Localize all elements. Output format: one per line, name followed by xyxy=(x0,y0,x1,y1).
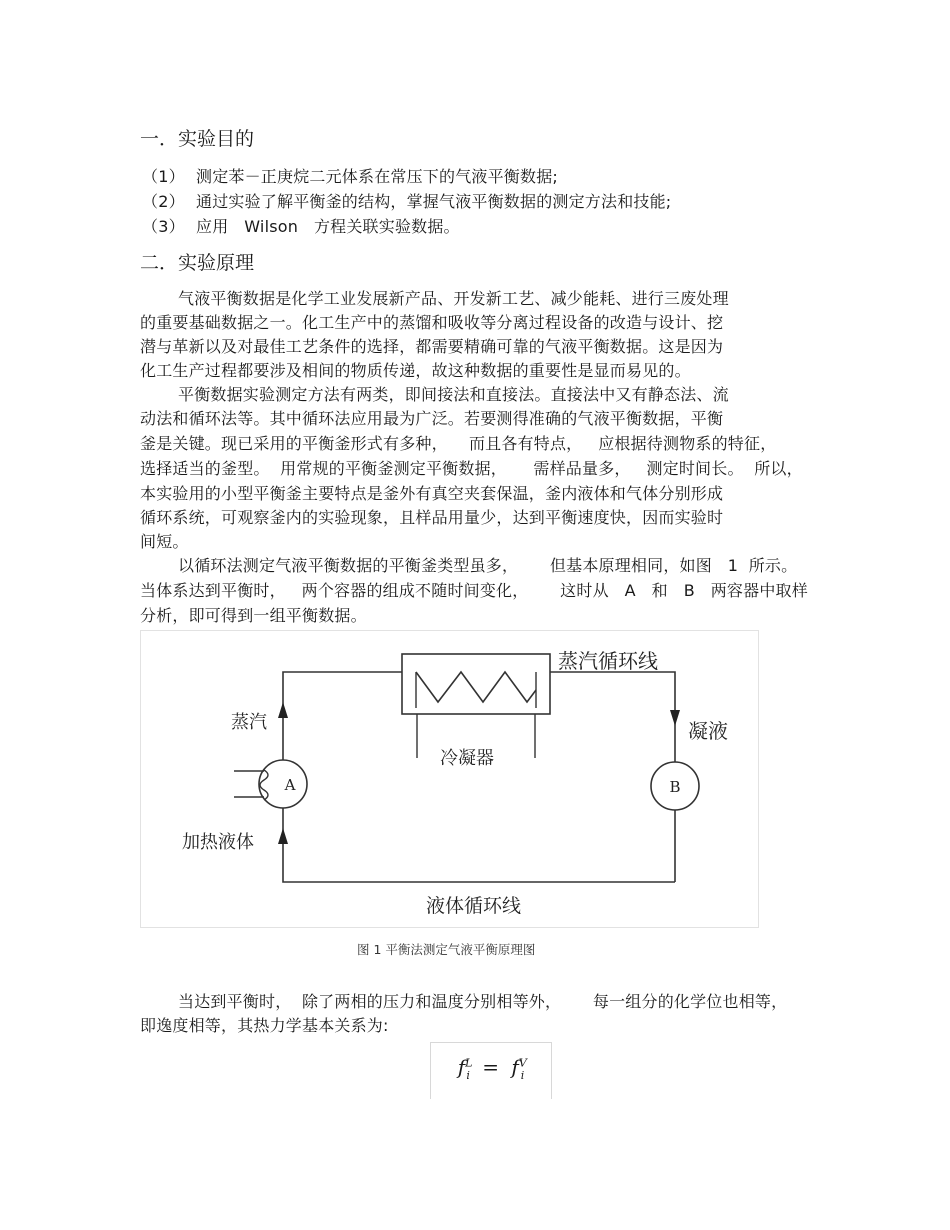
condensate-label: 凝液 xyxy=(688,719,728,743)
condenser-label: 冷凝器 xyxy=(440,748,494,769)
formula-rhs-sup: V xyxy=(518,1056,527,1070)
list-item-text: 应用 Wilson 方程关联实验数据。 xyxy=(196,217,460,236)
section-2-heading: 二．实验原理 xyxy=(140,252,255,274)
paragraph-line: 即逸度相等，其热力学基本关系为: xyxy=(140,1016,389,1035)
paragraph-line: 以循环法测定气液平衡数据的平衡釜类型虽多， 但基本原理相同，如图 1 所示。 xyxy=(178,556,798,575)
paragraph-line: 潜与革新以及对最佳工艺条件的选择，都需要精确可靠的气液平衡数据。这是因为 xyxy=(140,337,724,356)
paragraph-line: 的重要基础数据之一。化工生产中的蒸馏和吸收等分离过程设备的改造与设计、挖 xyxy=(140,313,724,332)
vapor-label: 蒸汽 xyxy=(231,712,267,733)
section-1-heading: 一．实验目的 xyxy=(140,128,255,150)
list-item-number: （3） xyxy=(142,217,185,236)
paragraph-line: 当体系达到平衡时， 两个容器的组成不随时间变化， 这时从 A 和 B 两容器中取样 xyxy=(140,581,808,600)
paragraph-line: 分析，即可得到一组平衡数据。 xyxy=(140,606,367,625)
paragraph-line: 气液平衡数据是化学工业发展新产品、开发新工艺、减少能耗、进行三废处理 xyxy=(178,289,729,308)
list-item-text: 测定苯－正庚烷二元体系在常压下的气液平衡数据; xyxy=(196,167,558,186)
list-item-number: （2） xyxy=(142,192,185,211)
paragraph-line: 选择适当的釜型。 用常规的平衡釜测定平衡数据， 需样品量多， 测定时间长。 所以， xyxy=(140,459,803,478)
paragraph-line: 平衡数据实验测定方法有两类，即间接法和直接法。直接法中又有静态法、流 xyxy=(178,385,729,404)
paragraph-line: 当达到平衡时， 除了两相的压力和温度分别相等外， 每一组分的化学位也相等， xyxy=(178,992,788,1011)
vapor-loop-label: 蒸汽循环线 xyxy=(558,649,658,673)
paragraph-line: 化工生产过程都要涉及相间的物质传递，故这种数据的重要性是显而易见的。 xyxy=(140,361,691,380)
paragraph-line: 釜是关键。现已采用的平衡釜形式有多种， 而且各有特点， 应根据待测物系的特征， xyxy=(140,434,777,453)
vessel-a-label: A xyxy=(284,776,296,794)
formula-rhs-sub: i xyxy=(520,1069,525,1082)
formula-lhs-sub: i xyxy=(466,1069,470,1082)
paragraph-line: 本实验用的小型平衡釜主要特点是釜外有真空夹套保温，釜内液体和气体分别形成 xyxy=(140,484,724,503)
fugacity-equation xyxy=(430,1042,552,1099)
formula-equals: = xyxy=(482,1055,500,1079)
formula-lhs-sup: L xyxy=(465,1056,473,1070)
paragraph-line: 循环系统，可观察釜内的实验现象，且样品用量少，达到平衡速度快，因而实验时 xyxy=(140,508,724,527)
paragraph-line: 动法和循环法等。其中循环法应用最为广泛。若要测得准确的气液平衡数据，平衡 xyxy=(140,409,724,428)
vessel-b-label: B xyxy=(669,778,681,796)
liquid-loop-label: 液体循环线 xyxy=(426,895,522,917)
list-item-number: （1） xyxy=(142,167,185,186)
vessel-b xyxy=(651,762,699,810)
formula-lhs: f xyxy=(457,1055,466,1079)
list-item-text: 通过实验了解平衡釜的结构，掌握气液平衡数据的测定方法和技能; xyxy=(196,192,672,211)
equilibrium-diagram xyxy=(140,630,760,928)
figure-caption: 图 1 平衡法测定气液平衡原理图 xyxy=(357,942,536,957)
paragraph-line: 间短。 xyxy=(140,532,189,551)
formula-rhs: f xyxy=(511,1055,519,1079)
heating-liquid-label: 加热液体 xyxy=(182,832,254,853)
